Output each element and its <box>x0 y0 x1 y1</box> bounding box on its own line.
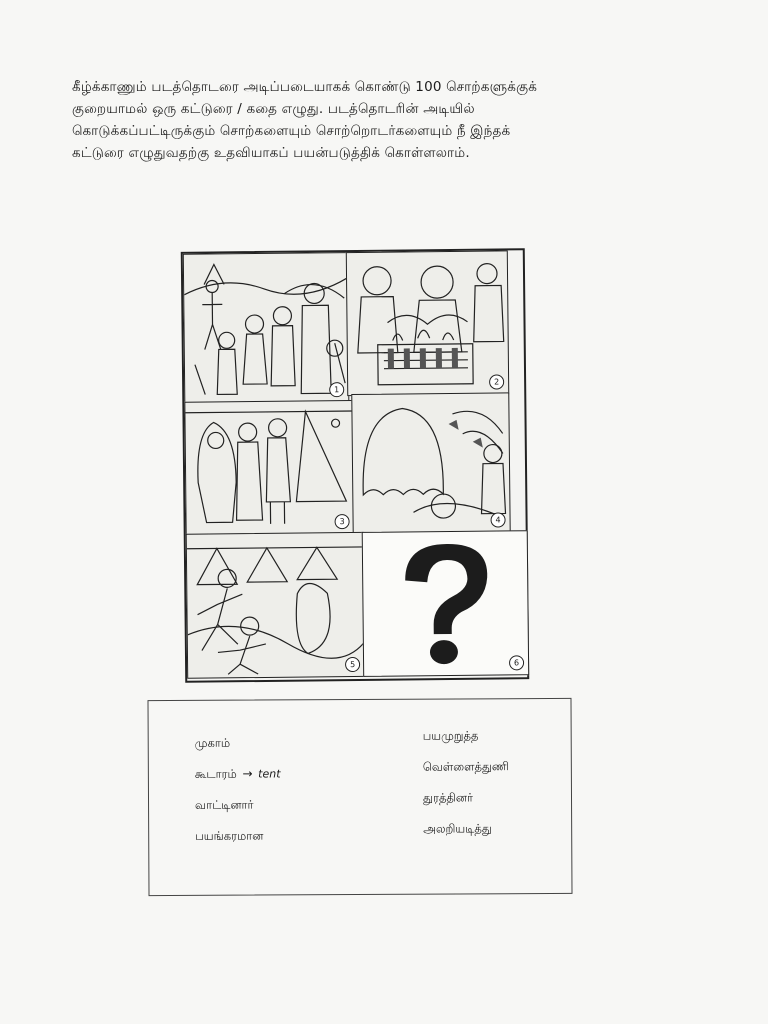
word-item: துரத்தினர் <box>422 790 474 805</box>
panel-number: 1 <box>329 382 344 397</box>
panel-number: 3 <box>335 514 350 529</box>
instruction-line: குறையாமல் ஒரு கட்டுரை / கதை எழுது. படத்தொடரின் அடியில் <box>72 101 475 117</box>
campfire-illustration <box>347 251 508 395</box>
planning-illustration <box>185 401 353 535</box>
panel-number: 2 <box>489 374 504 389</box>
panel-number: 5 <box>345 657 360 672</box>
panel-number: 6 <box>509 655 524 670</box>
word-item-with-note <box>195 763 281 794</box>
word-column-right <box>423 725 510 849</box>
word-item: பயங்கரமான <box>195 828 264 843</box>
comic-panel-3 <box>184 400 354 536</box>
comic-panel-4 <box>351 392 510 534</box>
word-item: முகாம் <box>194 735 231 750</box>
instruction-line: கீழ்க்காணும் படத்தொடரை அடிப்படையாகக் கொண்டு 100 சொற்களுக்குக் <box>72 79 538 95</box>
word-item: கூடாரம் <box>194 766 237 781</box>
arrow-icon: → <box>242 766 253 781</box>
word-column-left <box>195 732 281 856</box>
word-item: வெள்ளைத்துணி <box>422 759 510 774</box>
instruction-line: கொடுக்கப்பட்டிருக்கும் சொற்களையும் சொற்றொடர்களையும் நீ இந்தக் <box>72 123 511 139</box>
word-hint-box <box>147 698 572 896</box>
instruction-line: கட்டுரை எழுதுவதற்கு உதவியாகப் பயன்படுத்திக் கொள்ளலாம். <box>72 145 470 161</box>
comic-panel-2 <box>346 250 509 396</box>
word-item: வாட்டினார் <box>195 797 254 812</box>
word-item: அலறியடித்து <box>423 821 492 836</box>
word-item: பயமுறுத்த <box>422 728 479 743</box>
ghost-scare-illustration <box>352 393 509 533</box>
camp-arrival-illustration <box>184 253 349 403</box>
comic-panel-6 <box>362 530 530 677</box>
running-away-illustration <box>187 533 364 678</box>
comic-panel-1 <box>183 252 350 404</box>
panel-number: 4 <box>491 512 506 527</box>
handwritten-note: tent <box>258 767 281 781</box>
question-mark-icon <box>363 531 528 676</box>
comic-panel-5 <box>186 532 366 679</box>
picture-series <box>181 248 529 683</box>
instruction-paragraph <box>72 76 632 164</box>
